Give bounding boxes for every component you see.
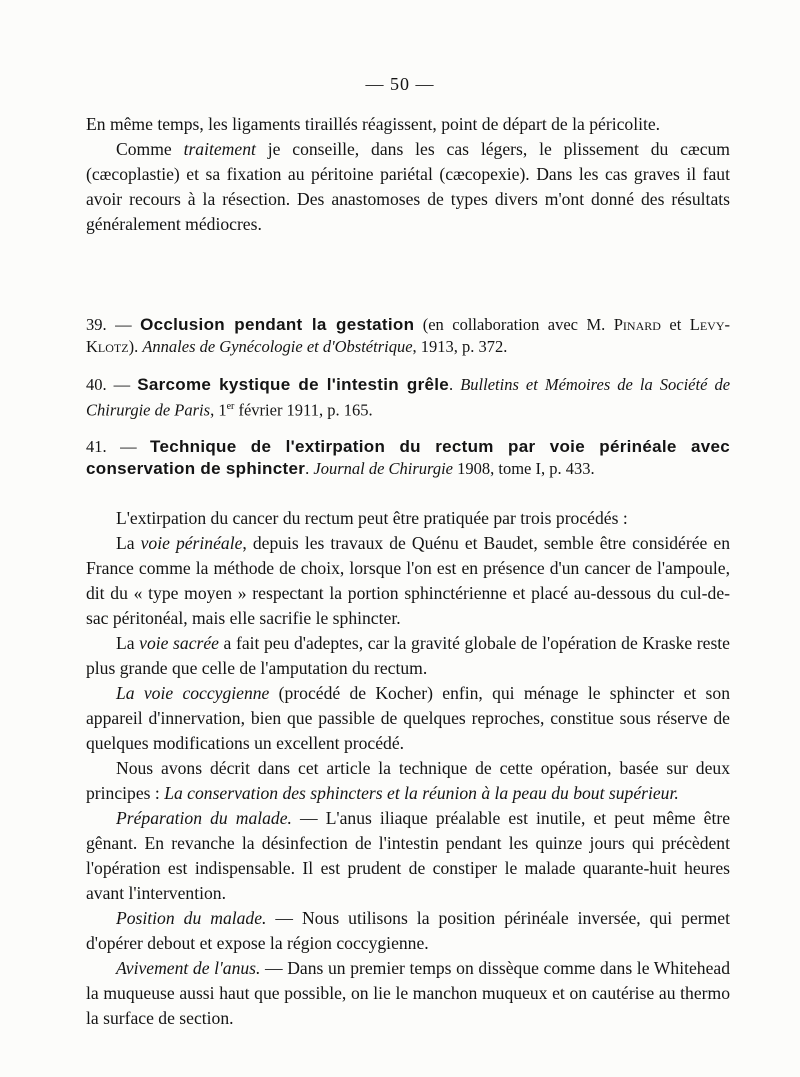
article-body bbox=[86, 506, 730, 1031]
journal-name: Bulletins et Mémoires de la Société de Chirurgie de Paris bbox=[86, 375, 731, 420]
ref-number: 40. — bbox=[86, 375, 138, 394]
journal-name: Annales de Gynécologie et d'Obstétrique bbox=[142, 337, 413, 356]
reference-41: 41. — Technique de l'extirpation du rectum par voie périnéale avec conservation de sphincter. Journal de Chirurgie 1908, tome I, p. 433. bbox=[86, 437, 730, 478]
ref-title: Technique de l'extirpation du rectum par voie périnéale avec conservation de sphincter bbox=[86, 437, 730, 478]
ref-number: 41. — bbox=[86, 437, 151, 456]
body-paragraph-2: La voie périnéale, depuis les travaux de Quénu et Baudet, semble être considérée en France comme la méthode de choix, lorsque l'on est en présence d'un cancer de l'ampoule, dit du « type moyen » respectant la portion sphinctérienne et placé au-dessous du cul-de-sac péritonéal, mais elle sacrifie le sphincter. bbox=[86, 533, 730, 628]
traitement-emphasis: traitement bbox=[183, 139, 256, 159]
author-pinard: Pinard bbox=[613, 315, 661, 334]
body-paragraph-6: Préparation du malade. — L'anus iliaque préalable est inutile, et peut même être gênant. En revanche la désinfection de l'intestin pendant les quinze jours qui précèdent l'opération est indispensable. Il est prudent de constiper le malade quarante-huit heures avant l'intervention. bbox=[86, 808, 731, 903]
reference-40: 40. — Sarcome kystique de l'intestin grêle. Bulletins et Mémoires de la Société de Chirurgie de Paris, 1er février 1911, p. 165. bbox=[86, 375, 731, 420]
body-paragraph-5: Nous avons décrit dans cet article la technique de cette opération, basée sur deux principes : La conservation des sphincters et la réunion à la peau du bout supérieur. bbox=[86, 758, 730, 803]
ref-title: Sarcome kystique de l'intestin grêle bbox=[137, 375, 450, 394]
author-levy-klotz: Levy-Klotz bbox=[86, 315, 731, 356]
page-number: — 50 — bbox=[365, 74, 435, 94]
intro-section bbox=[86, 112, 730, 237]
body-paragraph-4: La voie coccygienne (procédé de Kocher) enfin, qui ménage le sphincter et son appareil d'innervation, bien que passible de quelques reproches, constitue sous réserve de quelques modifications un excellent procédé. bbox=[86, 683, 730, 753]
body-paragraph-1: L'extirpation du cancer du rectum peut être pratiquée par trois procédés : bbox=[116, 508, 628, 528]
body-paragraph-3: La voie sacrée a fait peu d'adeptes, car la gravité globale de l'opération de Kraske reste plus grande que celle de l'amputation du rectum. bbox=[86, 633, 730, 678]
intro-paragraph-1: En même temps, les ligaments tiraillés réagissent, point de départ de la péricolite. bbox=[86, 114, 661, 134]
body-paragraph-8: Avivement de l'anus. — Dans un premier temps on dissèque comme dans le Whitehead la muqueuse aussi haut que possible, on lie le manchon muqueux et on cautérise au thermo la surface de section. bbox=[86, 958, 730, 1028]
intro-paragraph-2: Comme traitement je conseille, dans les cas légers, le plissement du cæcum (cæcoplastie) et sa fixation au péritoine pariétal (cæcopexie). Dans les cas graves il faut avoir recours à la résection. Des anastomoses de types divers m'ont donné des résultats généralement médiocres. bbox=[86, 139, 730, 234]
ref-number: 39. — bbox=[86, 315, 141, 334]
journal-name: Journal de Chirurgie bbox=[313, 459, 454, 478]
body-paragraph-7: Position du malade. — Nous utilisons la position périnéale inversée, qui permet d'opérer debout et expose la région coccygienne. bbox=[86, 908, 730, 953]
reference-39: 39. — Occlusion pendant la gestation (en collaboration avec M. Pinard et Levy-Klotz). Annales de Gynécologie et d'Obstétrique, 1913, p. 372. bbox=[86, 315, 731, 356]
ref-title: Occlusion pendant la gestation bbox=[140, 315, 415, 334]
